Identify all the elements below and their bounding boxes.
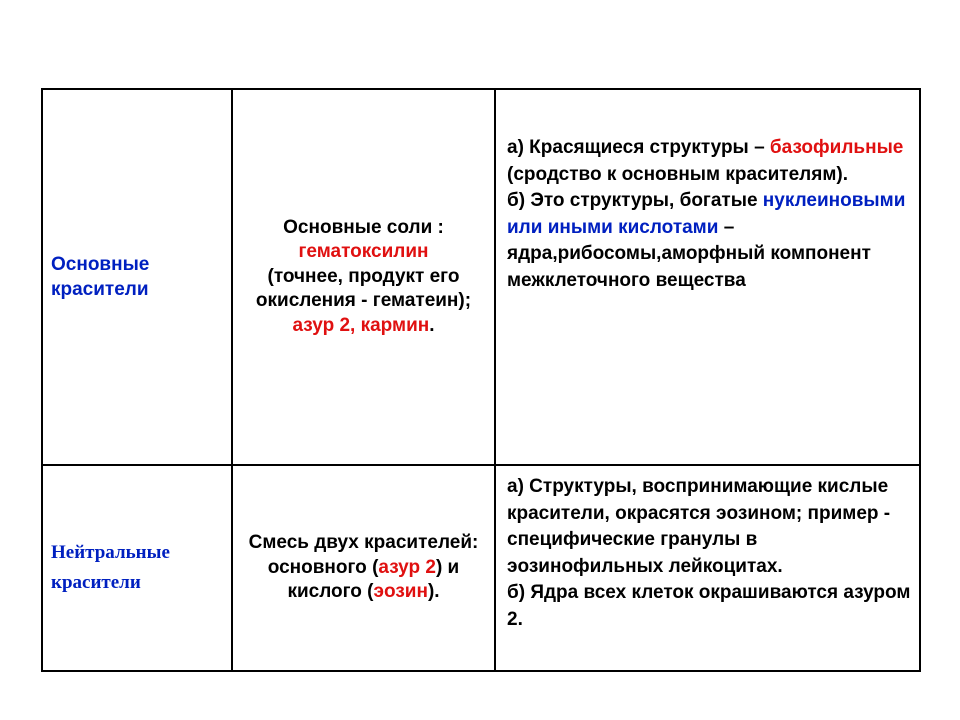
- desc-b-prefix: б) Это структуры, богатые: [507, 190, 758, 211]
- table-row-basic-dyes: [42, 89, 920, 465]
- composition-line1: Основные соли :: [283, 216, 444, 238]
- desc-a-highlight: базофильные: [769, 137, 904, 158]
- basic-dyes-label: Основные красители: [51, 254, 150, 300]
- composition-part1: Смесь двух красителей: основного (: [248, 532, 479, 578]
- composition-line4-end: .: [429, 314, 435, 336]
- dye-table: [41, 88, 921, 672]
- desc-neutral-a: а) Структуры, воспринимающие кислые красители, окрасятся эозином; пример - специфические гранулы в эозинофильных лейкоцитах.: [507, 476, 891, 577]
- basic-dyes-composition: [232, 89, 495, 465]
- row-label-basic-dyes: [42, 89, 232, 465]
- row-label-neutral-dyes: [42, 465, 232, 671]
- table-row-neutral-dyes: [42, 465, 920, 671]
- neutral-dyes-label: Нейтральные красители: [51, 542, 170, 593]
- desc-neutral-b: б) Ядра всех клеток окрашиваются азуром 2.: [507, 582, 911, 630]
- desc-b-highlight: нуклеиновыми или иными кислотами: [507, 190, 906, 238]
- composition-line3: (точнее, продукт его окисления - гематеин);: [255, 265, 472, 312]
- basic-dyes-description: [495, 89, 920, 465]
- composition-eosin: эозин: [373, 581, 428, 603]
- composition-part2: ) и кислого (: [287, 556, 460, 603]
- composition-part3: ).: [427, 581, 440, 603]
- composition-azur2: азур 2: [378, 556, 436, 578]
- composition-hematoxylin: гематоксилин: [298, 241, 429, 263]
- composition-azur-carmine: азур 2, кармин: [292, 314, 430, 336]
- neutral-dyes-composition: [232, 465, 495, 671]
- desc-a-rest: (сродство к основным красителям).: [507, 163, 848, 185]
- desc-b-rest: – ядра,рибосомы,аморфный компонент межклеточного вещества: [507, 216, 871, 291]
- neutral-dyes-description: [495, 465, 920, 671]
- desc-a-prefix: а) Красящиеся структуры –: [507, 137, 765, 158]
